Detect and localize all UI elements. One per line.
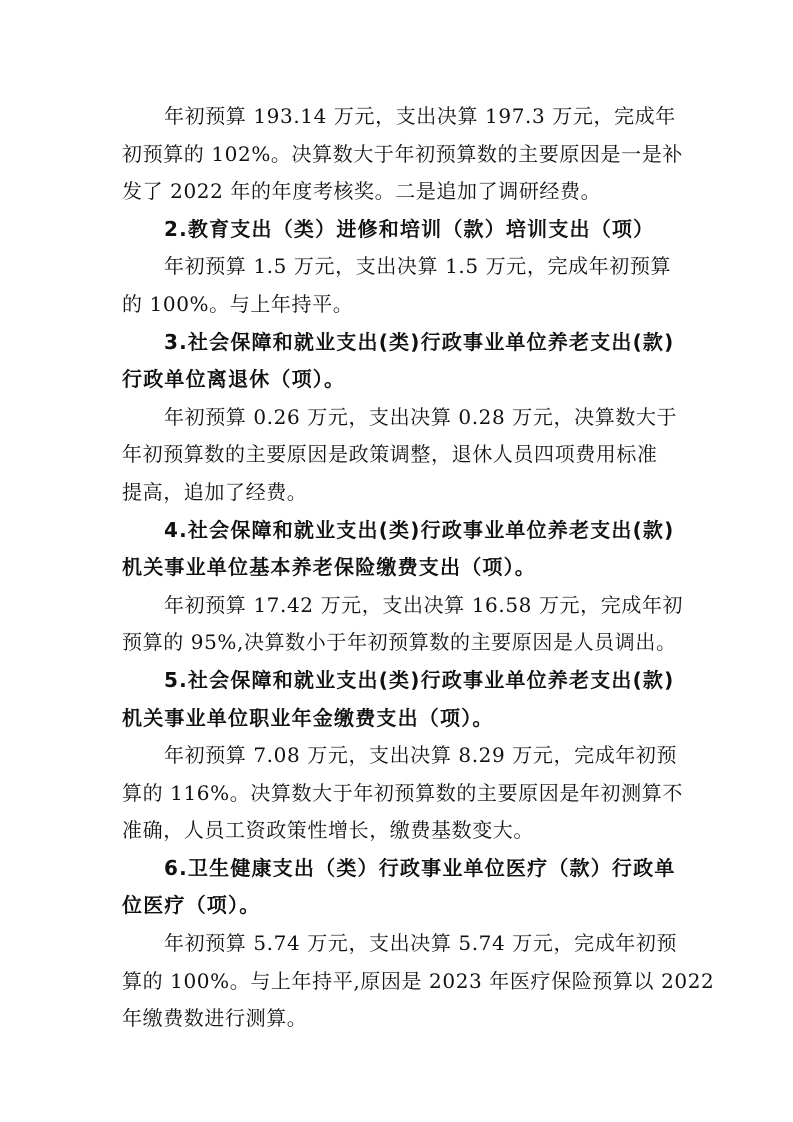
text-line: 年初预算数的主要原因是政策调整，退休人员四项费用标准 — [122, 442, 658, 467]
text-line: 初预算的 102%。决算数大于年初预算数的主要原因是一是补 — [122, 141, 683, 166]
heading-line: 行政单位离退休（项）。 — [122, 367, 346, 392]
heading-line: 2.教育支出（类）进修和培训（款）培训支出（项） — [164, 216, 655, 241]
section-heading-4 — [122, 512, 694, 587]
section-heading-6 — [122, 850, 694, 925]
heading-line: 机关事业单位基本养老保险缴费支出（项）。 — [122, 555, 536, 580]
section-heading-3 — [122, 324, 694, 399]
text-line: 预算的 95%,决算数小于年初预算数的主要原因是人员调出。 — [122, 630, 677, 655]
heading-line: 3.社会保障和就业支出(类)行政事业单位养老支出(款) — [164, 329, 675, 354]
text-line: 年初预算 0.26 万元，支出决算 0.28 万元，决算数大于 — [164, 404, 678, 429]
heading-line: 4.社会保障和就业支出(类)行政事业单位养老支出(款) — [164, 517, 675, 542]
body-paragraph-1 — [122, 98, 694, 211]
document-page — [122, 98, 715, 1038]
text-line: 年缴费数进行测算。 — [122, 1006, 308, 1031]
body-paragraph-6 — [122, 925, 715, 1038]
text-line: 算的 116%。决算数大于年初预算数的主要原因是年初测算不 — [122, 780, 683, 805]
body-paragraph-3 — [122, 399, 694, 512]
text-line: 年初预算 7.08 万元，支出决算 8.29 万元，完成年初预 — [164, 743, 678, 768]
heading-line: 机关事业单位职业年金缴费支出（项）。 — [122, 705, 494, 730]
section-heading-5 — [122, 662, 694, 737]
heading-line: 位医疗（项）。 — [122, 893, 261, 918]
section-heading-2 — [122, 211, 694, 249]
text-line: 准确，人员工资政策性增长，缴费基数变大。 — [122, 818, 534, 843]
text-line: 年初预算 1.5 万元，支出决算 1.5 万元，完成年初预算 — [164, 254, 672, 279]
body-paragraph-5 — [122, 737, 694, 850]
text-line: 算的 100%。与上年持平,原因是 2023 年医疗保险预算以 2022 — [122, 968, 715, 993]
text-line: 的 100%。与上年持平。 — [122, 291, 354, 316]
text-line: 年初预算 5.74 万元，支出决算 5.74 万元，完成年初预 — [164, 931, 678, 956]
text-line: 年初预算 17.42 万元，支出决算 16.58 万元，完成年初 — [164, 592, 684, 617]
text-line: 发了 2022 年的年度考核奖。二是追加了调研经费。 — [122, 179, 602, 204]
body-paragraph-4 — [122, 587, 694, 662]
text-line: 年初预算 193.14 万元，支出决算 197.3 万元，完成年 — [164, 104, 676, 128]
heading-line: 5.社会保障和就业支出(类)行政事业单位养老支出(款) — [164, 667, 675, 692]
heading-line: 6.卫生健康支出（类）行政事业单位医疗（款）行政单 — [164, 855, 676, 880]
text-line: 提高，追加了经费。 — [122, 479, 308, 504]
body-paragraph-2 — [122, 248, 694, 323]
